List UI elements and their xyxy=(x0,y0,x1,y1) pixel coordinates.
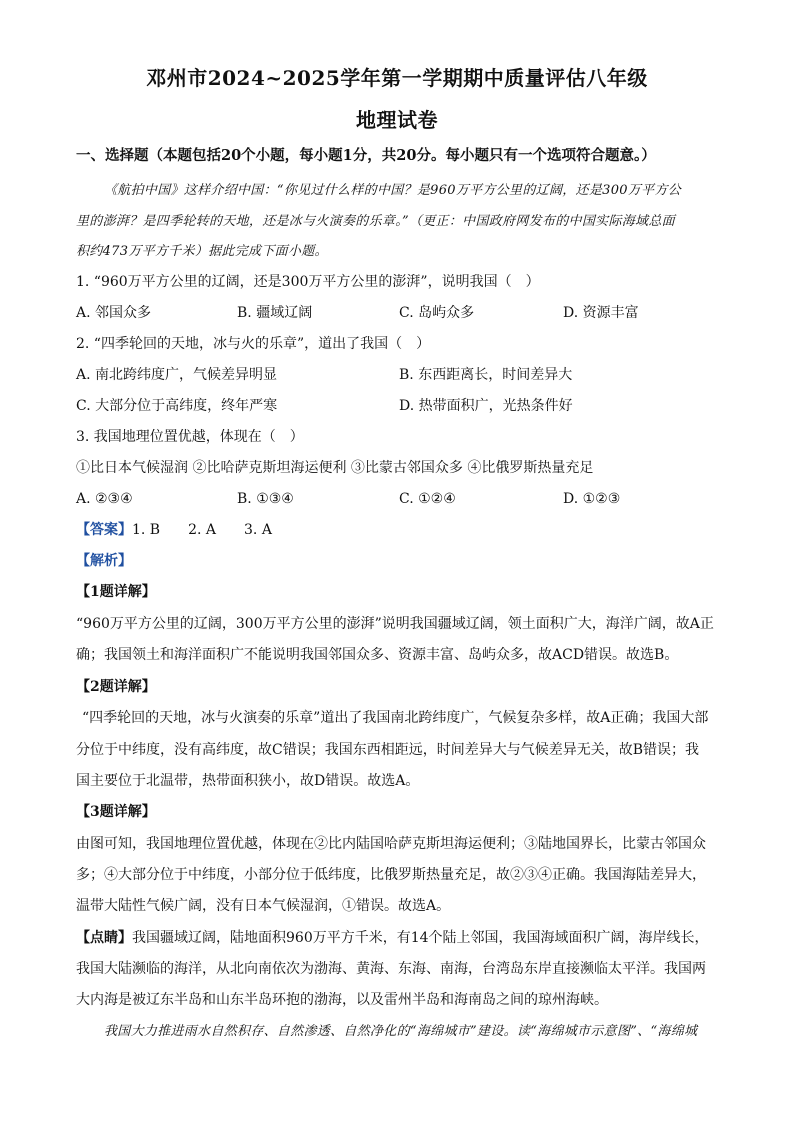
question-stem: 3. 我国地理位置优越，体现在（ ） xyxy=(76,429,304,445)
detail-line: “960万平方公里的辽阔，300万平方公里的澎湃”说明我国疆域辽阔，领土面积广大，海洋广阔，故A正 xyxy=(76,616,714,632)
option-c: C. 大部分位于高纬度，终年严寒 xyxy=(76,398,278,414)
option-a: A. ②③④ xyxy=(76,491,133,507)
detail-line: 分位于中纬度，没有高纬度，故C错误；我国东西相距远，时间差异大与气候差异无关，故B错误；我 xyxy=(76,742,699,758)
answer-text: 1. B 2. A 3. A xyxy=(132,522,272,538)
option-a: A. 南北跨纬度广，气候差异明显 xyxy=(76,367,278,383)
option-c: C. ①②④ xyxy=(399,491,456,507)
passage-line: 积约473万平方千米）据此完成下面小题。 xyxy=(76,244,328,259)
document-title: 邓州市2024~2025学年第一学期期中质量评估八年级 xyxy=(146,66,648,90)
question-stem: 2. “四季轮回的天地，冰与火的乐章”，道出了我国（ ） xyxy=(76,336,431,352)
analysis-tag: 【解析】 xyxy=(76,553,132,569)
detail-line: 多；④大部分位于中纬度，小部分位于低纬度，比俄罗斯热量充足，故②③④正确。我国海陆差异大， xyxy=(76,867,706,883)
option-d: D. ①②③ xyxy=(563,491,621,507)
question-stem: 1. “960万平方公里的辽阔，还是300万平方公里的澎湃”，说明我国（ ） xyxy=(76,274,540,290)
answer-tag: 【答案】 xyxy=(76,522,132,538)
option-b: B. 东西距离长，时间差异大 xyxy=(399,367,573,383)
passage-line: 我国大力推进雨水自然积存、自然渗透、自然净化的“海绵城市”建设。读“海绵城市示意图”、“海绵城 xyxy=(104,1024,698,1039)
question-statements: ①比日本气候湿润 ②比哈萨克斯坦海运便利 ③比蒙古邻国众多 ④比俄罗斯热量充足 xyxy=(76,460,594,476)
option-a: A. 邻国众多 xyxy=(76,305,152,321)
detail-line: 由图可知，我国地理位置优越，体现在②比内陆国哈萨克斯坦海运便利；③陆地国界长，比蒙古邻国众 xyxy=(76,836,706,852)
detail-line: 温带大陆性气候广阔，没有日本气候湿润，①错误。故选A。 xyxy=(76,898,451,914)
detail-tag: 【2题详解】 xyxy=(76,679,156,695)
detail-tag: 【3题详解】 xyxy=(76,804,156,820)
detail-tag: 【1题详解】 xyxy=(76,584,156,600)
tip-line: 我国大陆濒临的海洋，从北向南依次为渤海、黄海、东海、南海，台湾岛东岸直接濒临太平洋。我国两 xyxy=(76,961,706,977)
document-subtitle: 地理试卷 xyxy=(356,108,438,132)
tip-tag: 【点睛】 xyxy=(76,930,132,946)
detail-line: 确；我国领土和海洋面积广不能说明我国邻国众多、资源丰富、岛屿众多，故ACD错误。故选B。 xyxy=(76,647,679,663)
option-d: D. 热带面积广，光热条件好 xyxy=(399,398,573,414)
passage-line: 里的澎湃？是四季轮转的天地，还是冰与火演奏的乐章。”（更正：中国政府网发布的中国实际海域总面 xyxy=(76,214,675,229)
option-b: B. 疆域辽阔 xyxy=(237,305,313,321)
option-d: D. 资源丰富 xyxy=(563,305,639,321)
option-b: B. ①③④ xyxy=(237,491,294,507)
tip-line: 大内海是被辽东半岛和山东半岛环抱的渤海，以及雷州半岛和海南岛之间的琼州海峡。 xyxy=(76,992,608,1008)
tip-line xyxy=(76,928,736,948)
tip-text: 我国疆域辽阔，陆地面积960万平方千米，有14个陆上邻国，我国海域面积广阔，海岸线长， xyxy=(132,930,709,946)
passage-line: 《航拍中国》这样介绍中国：“你见过什么样的中国？是960万平方公里的辽阔，还是300万平方公 xyxy=(104,183,682,198)
option-c: C. 岛屿众多 xyxy=(399,305,475,321)
detail-line: 国主要位于北温带，热带面积狭小，故D错误。故选A。 xyxy=(76,773,420,789)
detail-line: “四季轮回的天地，冰与火演奏的乐章”道出了我国南北跨纬度广，气候复杂多样，故A正确；我国大部 xyxy=(82,710,709,726)
answer-line xyxy=(76,520,736,540)
section-heading: 一、选择题（本题包括20个小题，每小题1分，共20分。每小题只有一个选项符合题意。） xyxy=(76,147,656,164)
